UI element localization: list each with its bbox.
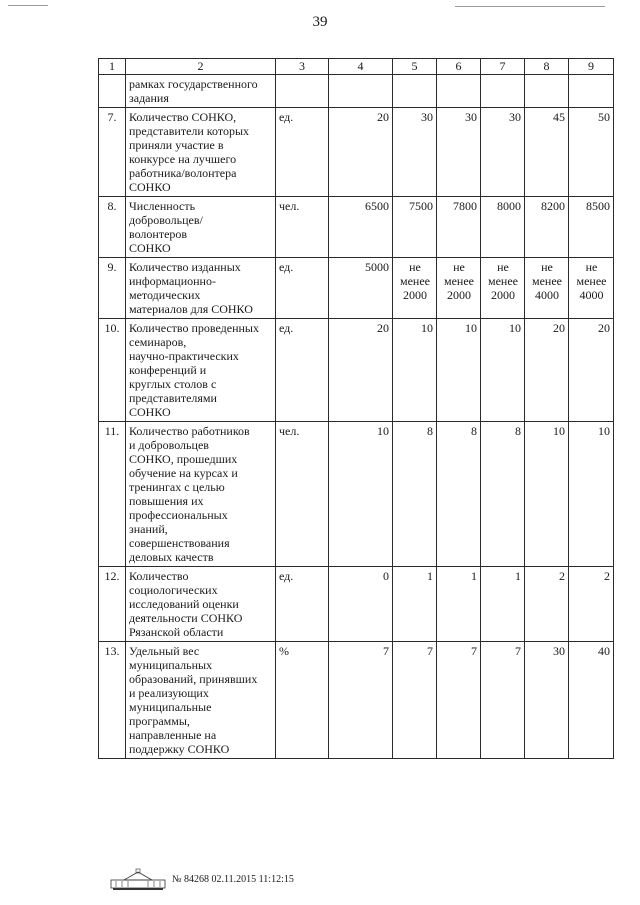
- value-cell: [393, 75, 437, 108]
- value-cell: 40: [569, 642, 614, 759]
- value-cell: 2: [525, 567, 569, 642]
- indicator-name-cell: Количество проведенных семинаров, научно-практических конференций и круглых столов с представителями СОНКО: [126, 319, 276, 422]
- value-cell: 10: [393, 319, 437, 422]
- page-number: 39: [312, 14, 328, 30]
- row-number-cell: 9.: [99, 258, 126, 319]
- value-cell: не менее 2000: [437, 258, 481, 319]
- value-cell: 20: [569, 319, 614, 422]
- value-cell: 50: [569, 108, 614, 197]
- value-cell: [525, 75, 569, 108]
- table-row: [99, 75, 614, 108]
- value-cell: 7800: [437, 197, 481, 258]
- row-number-cell: 8.: [99, 197, 126, 258]
- value-cell: [437, 75, 481, 108]
- value-cell: 10: [481, 319, 525, 422]
- value-cell: 7: [481, 642, 525, 759]
- value-cell: 8000: [481, 197, 525, 258]
- indicator-name-cell: Количество изданных информационно- методических материалов для СОНКО: [126, 258, 276, 319]
- unit-cell: чел.: [276, 422, 329, 567]
- document-footer: [110, 868, 294, 890]
- row-number-cell: 13.: [99, 642, 126, 759]
- header-cell: 4: [329, 59, 393, 75]
- value-cell: 8: [393, 422, 437, 567]
- indicators-table: [98, 58, 614, 759]
- value-cell: 10: [569, 422, 614, 567]
- table-row: [99, 258, 614, 319]
- value-cell: 30: [525, 642, 569, 759]
- table-row: [99, 197, 614, 258]
- table-body: [99, 59, 614, 759]
- scan-artifact-line: [455, 6, 605, 7]
- row-number-cell: 11.: [99, 422, 126, 567]
- row-number-cell: [99, 75, 126, 108]
- document-reference: № 84268 02.11.2015 11:12:15: [172, 873, 294, 885]
- unit-cell: ед.: [276, 258, 329, 319]
- indicator-name-cell: Численность добровольцев/ волонтеров СОНКО: [126, 197, 276, 258]
- header-cell: 8: [525, 59, 569, 75]
- value-cell: 10: [525, 422, 569, 567]
- value-cell: 1: [393, 567, 437, 642]
- value-cell: 8500: [569, 197, 614, 258]
- value-cell: 1: [437, 567, 481, 642]
- table-row: [99, 108, 614, 197]
- value-cell: 10: [329, 422, 393, 567]
- header-cell: 1: [99, 59, 126, 75]
- unit-cell: ед.: [276, 319, 329, 422]
- value-cell: 5000: [329, 258, 393, 319]
- value-cell: 20: [329, 319, 393, 422]
- value-cell: [569, 75, 614, 108]
- unit-cell: ед.: [276, 567, 329, 642]
- indicator-name-cell: Удельный вес муниципальных образований, принявших и реализующих муниципальные программы, направленные на поддержку СОНКО: [126, 642, 276, 759]
- header-cell: 3: [276, 59, 329, 75]
- unit-cell: %: [276, 642, 329, 759]
- header-cell: 7: [481, 59, 525, 75]
- value-cell: 8200: [525, 197, 569, 258]
- table-row: [99, 319, 614, 422]
- table-header-row: [99, 59, 614, 75]
- value-cell: не менее 2000: [393, 258, 437, 319]
- value-cell: 30: [437, 108, 481, 197]
- row-number-cell: 10.: [99, 319, 126, 422]
- value-cell: 20: [525, 319, 569, 422]
- scan-artifact-line: [8, 5, 48, 6]
- unit-cell: [276, 75, 329, 108]
- indicator-name-cell: Количество социологических исследований оценки деятельности СОНКО Рязанской области: [126, 567, 276, 642]
- value-cell: 30: [481, 108, 525, 197]
- unit-cell: чел.: [276, 197, 329, 258]
- value-cell: 7: [437, 642, 481, 759]
- value-cell: не менее 4000: [525, 258, 569, 319]
- value-cell: 7500: [393, 197, 437, 258]
- building-stamp-icon: [110, 868, 166, 890]
- value-cell: 8: [437, 422, 481, 567]
- table-row: [99, 422, 614, 567]
- value-cell: 7: [393, 642, 437, 759]
- value-cell: 7: [329, 642, 393, 759]
- value-cell: 6500: [329, 197, 393, 258]
- header-cell: 5: [393, 59, 437, 75]
- table-row: [99, 567, 614, 642]
- row-number-cell: 12.: [99, 567, 126, 642]
- value-cell: 20: [329, 108, 393, 197]
- header-cell: 6: [437, 59, 481, 75]
- value-cell: [329, 75, 393, 108]
- indicator-name-cell: Количество работников и добровольцев СОНКО, прошедших обучение на курсах и тренингах с целью повышения их профессиональных знаний, совершенствования деловых качеств: [126, 422, 276, 567]
- unit-cell: ед.: [276, 108, 329, 197]
- value-cell: 10: [437, 319, 481, 422]
- value-cell: 30: [393, 108, 437, 197]
- value-cell: 8: [481, 422, 525, 567]
- value-cell: 1: [481, 567, 525, 642]
- value-cell: [481, 75, 525, 108]
- value-cell: не менее 2000: [481, 258, 525, 319]
- table-row: [99, 642, 614, 759]
- value-cell: 0: [329, 567, 393, 642]
- value-cell: 2: [569, 567, 614, 642]
- indicator-name-cell: рамках государственного задания: [126, 75, 276, 108]
- indicator-name-cell: Количество СОНКО, представители которых приняли участие в конкурсе на лучшего работника/волонтера СОНКО: [126, 108, 276, 197]
- value-cell: 45: [525, 108, 569, 197]
- header-cell: 2: [126, 59, 276, 75]
- row-number-cell: 7.: [99, 108, 126, 197]
- header-cell: 9: [569, 59, 614, 75]
- value-cell: не менее 4000: [569, 258, 614, 319]
